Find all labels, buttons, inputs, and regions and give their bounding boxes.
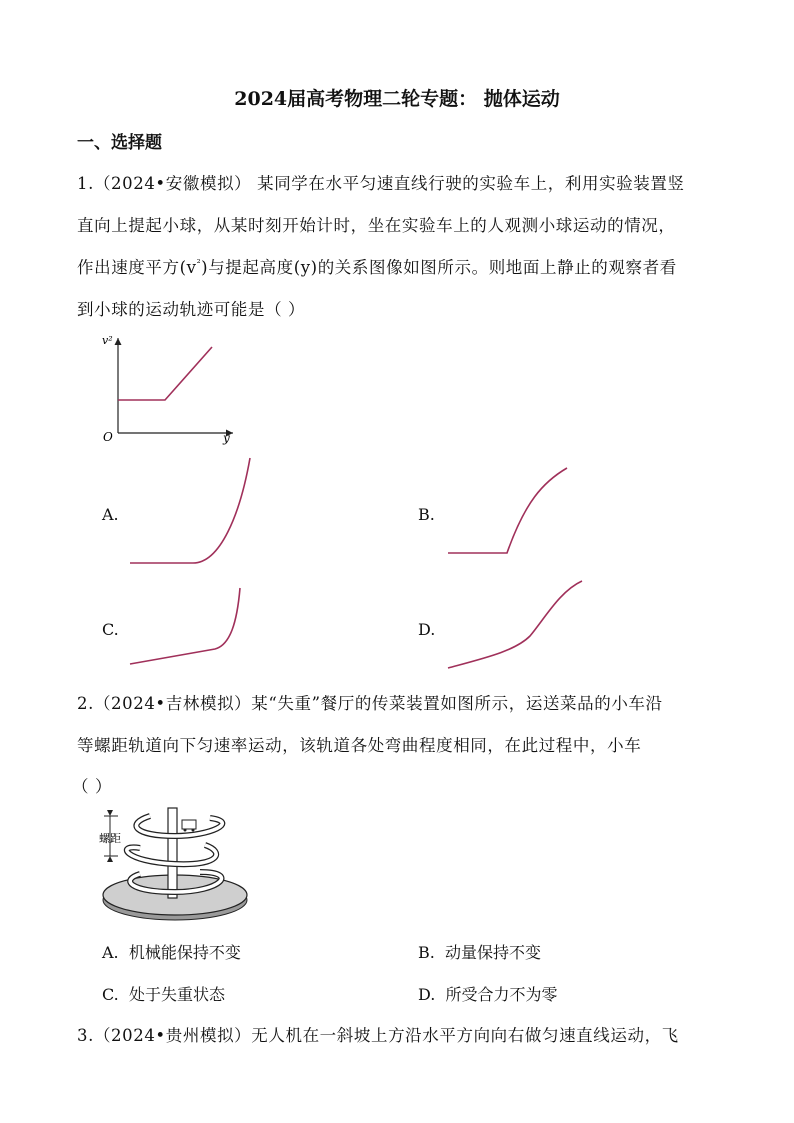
q1-option-c-curve — [125, 583, 250, 668]
q2-option-a-label: A. — [102, 943, 119, 962]
graph-origin-label: O — [103, 430, 113, 444]
q2-option-a[interactable] — [102, 940, 241, 963]
q2-option-c-label: C. — [102, 985, 119, 1004]
q1-superscript: ² — [196, 258, 202, 270]
q2-option-b[interactable] — [418, 940, 541, 963]
graph-x-label: y — [223, 431, 230, 445]
pitch-label: 螺距 — [99, 832, 121, 845]
q2-line-1: 2.（2024•吉林模拟）某“失重”餐厅的传菜装置如图所示，运送菜品的小车沿 — [77, 694, 663, 713]
q2-option-d-label: D. — [418, 985, 436, 1004]
q3-line-1: 3.（2024•贵州模拟）无人机在一斜坡上方沿水平方向向右做匀速直线运动，飞 — [77, 1026, 679, 1045]
section-heading: 一、选择题 — [77, 133, 162, 153]
q2-spiral-figure — [90, 800, 250, 928]
cart-icon — [182, 820, 196, 829]
q1-option-c-label[interactable]: C. — [102, 620, 119, 639]
q1-graph — [95, 330, 245, 448]
q1-line-3a: 作出速度平方(v — [77, 258, 197, 277]
q1-line-3b: )与提起高度(y)的关系图像如图所示。则地面上静止的观察者看 — [201, 258, 677, 277]
q2-option-a-text: 机械能保持不变 — [128, 943, 241, 962]
q2-option-d-text: 所受合力不为零 — [445, 985, 558, 1004]
q1-line-3 — [77, 254, 677, 278]
q1-option-a-label[interactable]: A. — [102, 505, 119, 524]
q2-line-2: 等螺距轨道向下匀速率运动，该轨道各处弯曲程度相同，在此过程中，小车 — [77, 736, 642, 755]
q1-option-d-label[interactable]: D. — [418, 620, 436, 639]
q1-option-b-label[interactable]: B. — [418, 505, 435, 524]
q2-option-b-label: B. — [418, 943, 435, 962]
q1-option-b-curve — [445, 462, 575, 562]
q2-option-d[interactable] — [418, 982, 558, 1005]
q1-line-2: 直向上提起小球，从某时刻开始计时，坐在实验车上的人观测小球运动的情况， — [77, 216, 676, 235]
q1-line-4: 到小球的运动轨迹可能是（ ） — [77, 300, 306, 319]
q1-line-1: 1.（2024•安徽模拟） 某同学在水平匀速直线行驶的实验车上，利用实验装置竖 — [77, 174, 685, 193]
q2-line-3: （ ） — [72, 777, 113, 796]
q2-option-c-text: 处于失重状态 — [128, 985, 225, 1004]
document-title: 2024届高考物理二轮专题： 抛体运动 — [234, 88, 560, 110]
graph-y-label: v² — [102, 334, 113, 347]
q1-option-d-curve — [445, 576, 585, 672]
q1-option-a-curve — [125, 455, 255, 570]
q2-option-c[interactable] — [102, 982, 225, 1005]
graph-curve — [118, 347, 212, 400]
q2-option-b-text: 动量保持不变 — [445, 943, 542, 962]
